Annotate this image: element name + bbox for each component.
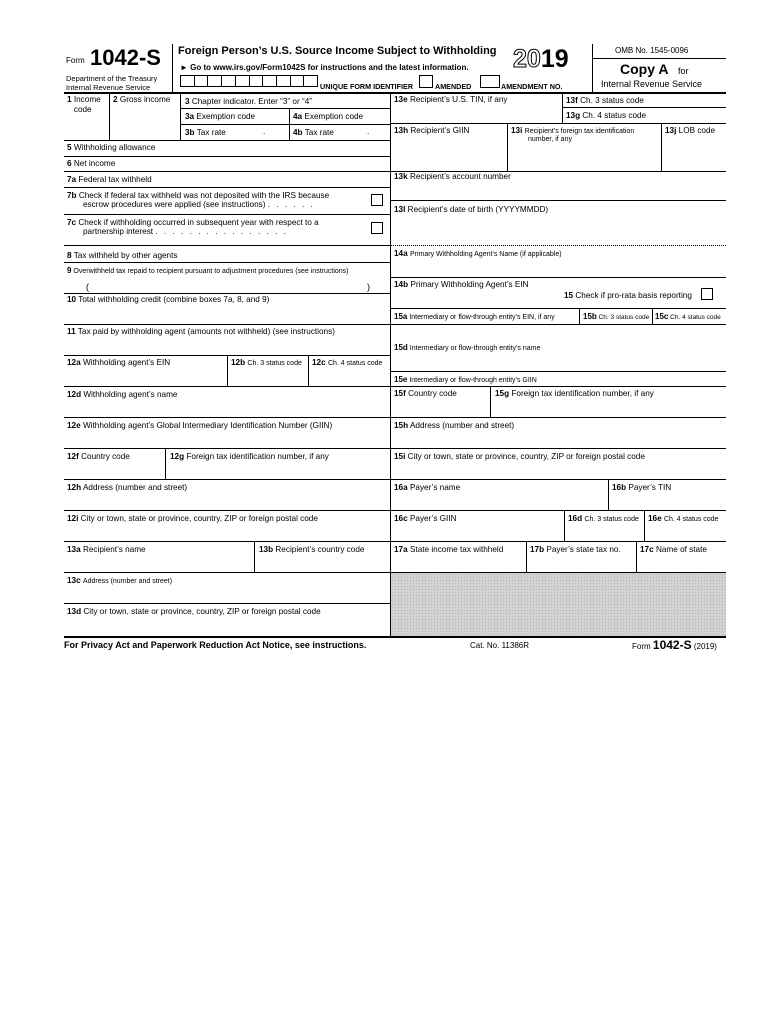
box1-label xyxy=(67,95,110,115)
box12i-label xyxy=(67,514,318,524)
box6-label xyxy=(67,159,115,169)
box16c-num: 16c xyxy=(394,514,408,523)
box13l-text: Recipient’s date of birth (YYYYMMDD) xyxy=(407,205,549,214)
box15d-text: Intermediary or flow-through entity’s name xyxy=(409,345,541,352)
box8-num: 8 xyxy=(67,251,72,260)
box13f-num: 13f xyxy=(566,96,578,105)
box14b-text: Primary Withholding Agent’s EIN xyxy=(410,280,529,289)
footer-form-number: 1042-S xyxy=(652,638,692,652)
box13l-label xyxy=(394,205,548,215)
box13l-num: 13l xyxy=(394,205,406,214)
box17b-text: Payer’s state tax no. xyxy=(546,545,621,554)
box9-num: 9 xyxy=(67,266,72,275)
box12b-num: 12b xyxy=(231,358,246,367)
box13h-text: Recipient’s GIIN xyxy=(410,126,470,135)
box12d-text: Withholding agent’s name xyxy=(83,390,178,399)
year-solid: 19 xyxy=(540,45,569,73)
box15g-label xyxy=(495,389,654,399)
box14a-text: Primary Withholding Agent’s Name (if applicable) xyxy=(409,251,562,258)
box13d-num: 13d xyxy=(67,607,82,616)
box3b-label xyxy=(185,128,226,138)
box3a-label xyxy=(185,112,255,122)
box13j-text: LOB code xyxy=(678,126,716,135)
box15f-text: Country code xyxy=(408,389,457,398)
box7c-line2 xyxy=(83,227,288,237)
box7a-num: 7a xyxy=(67,175,77,184)
instructions-link[interactable]: ► Go to www.irs.gov/Form1042S for instructions and the latest information. xyxy=(180,63,469,72)
box17c-text: Name of state xyxy=(655,545,707,554)
box15f-num: 15f xyxy=(394,389,406,398)
box13g-num: 13g xyxy=(566,111,581,120)
unique-identifier-field[interactable] xyxy=(180,75,318,87)
box16a-num: 16a xyxy=(394,483,408,492)
box12e-label xyxy=(67,421,332,431)
box15i-num: 15i xyxy=(394,452,406,461)
box6-text: Net income xyxy=(73,159,116,168)
box13f-label xyxy=(566,96,644,106)
box12c-num: 12c xyxy=(312,358,326,367)
box10-label xyxy=(67,295,269,305)
form-1042s xyxy=(64,42,726,652)
box12g-label xyxy=(170,452,329,462)
box2-label xyxy=(113,95,170,105)
box17b-num: 17b xyxy=(530,545,545,554)
box11-num: 11 xyxy=(67,327,76,336)
box12h-label xyxy=(67,483,187,493)
box4b-label xyxy=(293,128,334,138)
box13i-num: 13i xyxy=(511,126,523,135)
amended-checkbox[interactable] xyxy=(419,75,433,88)
amended-label: AMENDED xyxy=(435,82,472,91)
box9-label xyxy=(67,266,349,277)
box2-num: 2 xyxy=(113,95,118,104)
box12f-num: 12f xyxy=(67,452,79,461)
box11-text: Tax paid by withholding agent (amounts not withheld) (see instructions) xyxy=(77,327,335,336)
copy-for: for xyxy=(678,66,689,76)
box12h-num: 12h xyxy=(67,483,82,492)
box9-paren-close: ) xyxy=(367,282,370,292)
box7b-checkbox[interactable] xyxy=(371,194,383,206)
footer-form xyxy=(632,639,717,653)
box15a-label xyxy=(394,312,555,323)
box17a-text: State income tax withheld xyxy=(409,545,504,554)
box17c-num: 17c xyxy=(640,545,654,554)
box3a-num: 3a xyxy=(185,112,195,121)
box12e-num: 12e xyxy=(67,421,81,430)
box12d-num: 12d xyxy=(67,390,82,399)
box15b-num: 15b xyxy=(583,312,597,321)
box13c-num: 13c xyxy=(67,576,81,585)
form-title: Foreign Person’s U.S. Source Income Subject to Withholding xyxy=(178,45,497,57)
box3-num: 3 xyxy=(185,97,190,106)
box13b-text: Recipient’s country code xyxy=(275,545,365,554)
box13f-text: Ch. 3 status code xyxy=(580,96,644,105)
box15i-text: City or town, state or province, country, ZIP or foreign postal code xyxy=(407,452,645,461)
box12c-text: Ch. 4 status code xyxy=(327,360,383,367)
amendment-no-field[interactable] xyxy=(480,75,500,88)
box12h-text: Address (number and street) xyxy=(82,483,188,492)
box14b-num: 14b xyxy=(394,280,409,289)
box16a-label xyxy=(394,483,460,493)
box15i-label xyxy=(394,452,645,462)
box5-label xyxy=(67,143,155,153)
box12e-text: Withholding agent’s Global Intermediary Identification Number (GIIN) xyxy=(82,421,333,430)
box13i-line2: number, if any xyxy=(528,136,572,143)
shaded-area xyxy=(391,573,726,636)
box17a-label xyxy=(394,545,503,555)
box15a-text: Intermediary or flow-through entity’s EIN, if any xyxy=(409,314,555,321)
box13b-label xyxy=(259,545,364,555)
box15-label xyxy=(564,291,692,301)
box3b-decimal: . xyxy=(263,127,266,136)
box3-label xyxy=(185,97,312,107)
box15a-num: 15a xyxy=(394,312,408,321)
box16e-label xyxy=(648,514,718,525)
box12a-text: Withholding agent’s EIN xyxy=(82,358,171,367)
box1-num: 1 xyxy=(67,95,72,104)
box15g-text: Foreign tax identification number, if any xyxy=(511,389,654,398)
box15e-text: Intermediary or flow-through entity’s GIIN xyxy=(409,377,537,384)
box12f-text: Country code xyxy=(81,452,130,461)
box9-paren-open: ( xyxy=(86,282,89,292)
box13k-text: Recipient’s account number xyxy=(409,172,511,181)
dept-treasury: Department of the Treasury xyxy=(66,74,158,83)
box7c-checkbox[interactable] xyxy=(371,222,383,234)
box7c-line1: Check if withholding occurred in subsequent year with respect to a xyxy=(78,218,319,227)
box15h-label xyxy=(394,421,514,431)
box14b-label xyxy=(394,280,529,290)
box13j-num: 13j xyxy=(665,126,677,135)
box13h-label xyxy=(394,126,469,136)
box15c-num: 15c xyxy=(655,312,669,321)
box13i-line1: Recipient’s foreign tax identification xyxy=(524,128,635,135)
box15-text: Check if pro-rata basis reporting xyxy=(575,291,692,300)
form-word: Form xyxy=(66,56,85,65)
box15e-label xyxy=(394,375,537,386)
box13k-label xyxy=(394,172,511,182)
box15h-num: 15h xyxy=(394,421,409,430)
box15-checkbox[interactable] xyxy=(701,288,713,300)
box13g-text: Ch. 4 status code xyxy=(582,111,647,120)
box13j-label xyxy=(665,126,715,136)
box12b-label xyxy=(231,358,302,369)
box17a-num: 17a xyxy=(394,545,408,554)
box4b-text: Tax rate xyxy=(304,128,334,137)
box1-text: Income code xyxy=(73,95,101,114)
box14a-label xyxy=(394,249,562,260)
box15c-text: Ch. 4 status code xyxy=(670,314,721,321)
box13e-label xyxy=(394,95,507,105)
box9-text: Overwithheld tax repaid to recipient pursuant to adjustment procedures (see instructions) xyxy=(73,268,349,275)
box13a-label xyxy=(67,545,146,555)
box12a-num: 12a xyxy=(67,358,81,367)
box7c-leader: . . . . . . . . . . . . . . . . xyxy=(155,227,288,236)
box4b-decimal: . xyxy=(367,127,370,136)
box13a-num: 13a xyxy=(67,545,81,554)
box15e-num: 15e xyxy=(394,375,408,384)
box14a-num: 14a xyxy=(394,249,408,258)
box15c-label xyxy=(655,312,721,323)
box13k-num: 13k xyxy=(394,172,408,181)
box12g-text: Foreign tax identification number, if any xyxy=(186,452,329,461)
box7b-leader: . . . . . . xyxy=(267,200,315,209)
box10-text: Total withholding credit (combine boxes 7a, 8, and 9) xyxy=(78,295,270,304)
copy-a: Copy A xyxy=(620,61,669,77)
box13d-label xyxy=(67,607,321,617)
box4a-text: Exemption code xyxy=(304,112,364,121)
omb-number: OMB No. 1545-0096 xyxy=(615,46,689,55)
box7b-line2 xyxy=(83,200,315,210)
form-number: 1042-S xyxy=(90,45,161,70)
box6-num: 6 xyxy=(67,159,72,168)
box7b-num: 7b xyxy=(67,191,77,200)
box8-text: Tax withheld by other agents xyxy=(73,251,178,260)
box13c-label xyxy=(67,576,172,587)
box13b-num: 13b xyxy=(259,545,274,554)
box13e-num: 13e xyxy=(394,95,408,104)
box15h-text: Address (number and street) xyxy=(409,421,515,430)
box13e-text: Recipient’s U.S. TIN, if any xyxy=(409,95,508,104)
box13h-num: 13h xyxy=(394,126,409,135)
box7c-line2-text: partnership interest xyxy=(83,227,154,236)
box4b-num: 4b xyxy=(293,128,303,137)
box16d-num: 16d xyxy=(568,514,583,523)
box13d-text: City or town, state or province, country, ZIP or foreign postal code xyxy=(83,607,321,616)
box5-num: 5 xyxy=(67,143,72,152)
box7b-line1: Check if federal tax withheld was not deposited with the IRS because xyxy=(78,191,330,200)
box16b-text: Payer’s TIN xyxy=(628,483,672,492)
box16b-label xyxy=(612,483,671,493)
box12i-text: City or town, state or province, country, ZIP or foreign postal code xyxy=(80,514,318,523)
box7b-line2-text: escrow procedures were applied (see instructions) xyxy=(83,200,266,209)
box7c-num: 7c xyxy=(67,218,77,227)
box13a-text: Recipient’s name xyxy=(82,545,146,554)
footer-year: (2019) xyxy=(693,642,717,651)
box4a-label xyxy=(293,112,363,122)
box17c-label xyxy=(640,545,707,555)
dept-irs: Internal Revenue Service xyxy=(66,83,151,92)
box8-label xyxy=(67,251,177,261)
box3-text: Chapter indicator. Enter “3” or “4” xyxy=(191,97,312,106)
box15d-num: 15d xyxy=(394,343,408,352)
box15b-label xyxy=(583,312,649,323)
privacy-notice: For Privacy Act and Paperwork Reduction Act Notice, see instructions. xyxy=(64,640,367,650)
box3a-text: Exemption code xyxy=(196,112,256,121)
box12b-text: Ch. 3 status code xyxy=(247,360,302,367)
box10-num: 10 xyxy=(67,295,77,304)
box16c-label xyxy=(394,514,457,524)
box13c-text: Address (number and street) xyxy=(82,578,173,585)
box12c-label xyxy=(312,358,382,369)
box15d-label xyxy=(394,343,540,354)
box12a-label xyxy=(67,358,170,368)
year-outline: 20 xyxy=(513,45,541,73)
box4a-num: 4a xyxy=(293,112,303,121)
box12g-num: 12g xyxy=(170,452,185,461)
amendment-no-label: AMENDMENT NO. xyxy=(501,82,563,91)
box17b-label xyxy=(530,545,621,555)
box3b-text: Tax rate xyxy=(196,128,226,137)
box5-text: Withholding allowance xyxy=(73,143,156,152)
box15-num: 15 xyxy=(564,291,574,300)
box16d-label xyxy=(568,514,639,525)
box16a-text: Payer’s name xyxy=(409,483,461,492)
box12i-num: 12i xyxy=(67,514,79,523)
box16b-num: 16b xyxy=(612,483,627,492)
tax-year xyxy=(513,45,569,73)
box15b-text: Ch. 3 status code xyxy=(598,314,650,321)
unique-identifier-label: UNIQUE FORM IDENTIFIER xyxy=(320,82,414,91)
box7a-text: Federal tax withheld xyxy=(78,175,152,184)
copy-irs: Internal Revenue Service xyxy=(601,79,703,89)
box11-label xyxy=(67,327,335,337)
box13g-label xyxy=(566,111,646,121)
box15f-label xyxy=(394,389,457,399)
box7a-label xyxy=(67,175,152,185)
catalog-number: Cat. No. 11386R xyxy=(470,641,529,650)
box16e-text: Ch. 4 status code xyxy=(663,516,719,523)
footer-form-word: Form xyxy=(632,642,651,651)
box16c-text: Payer’s GIIN xyxy=(409,514,457,523)
box3b-num: 3b xyxy=(185,128,195,137)
box12f-label xyxy=(67,452,130,462)
box12d-label xyxy=(67,390,177,400)
box2-text: Gross income xyxy=(119,95,171,104)
box16d-text: Ch. 3 status code xyxy=(584,516,639,523)
box16e-num: 16e xyxy=(648,514,662,523)
box15g-num: 15g xyxy=(495,389,510,398)
